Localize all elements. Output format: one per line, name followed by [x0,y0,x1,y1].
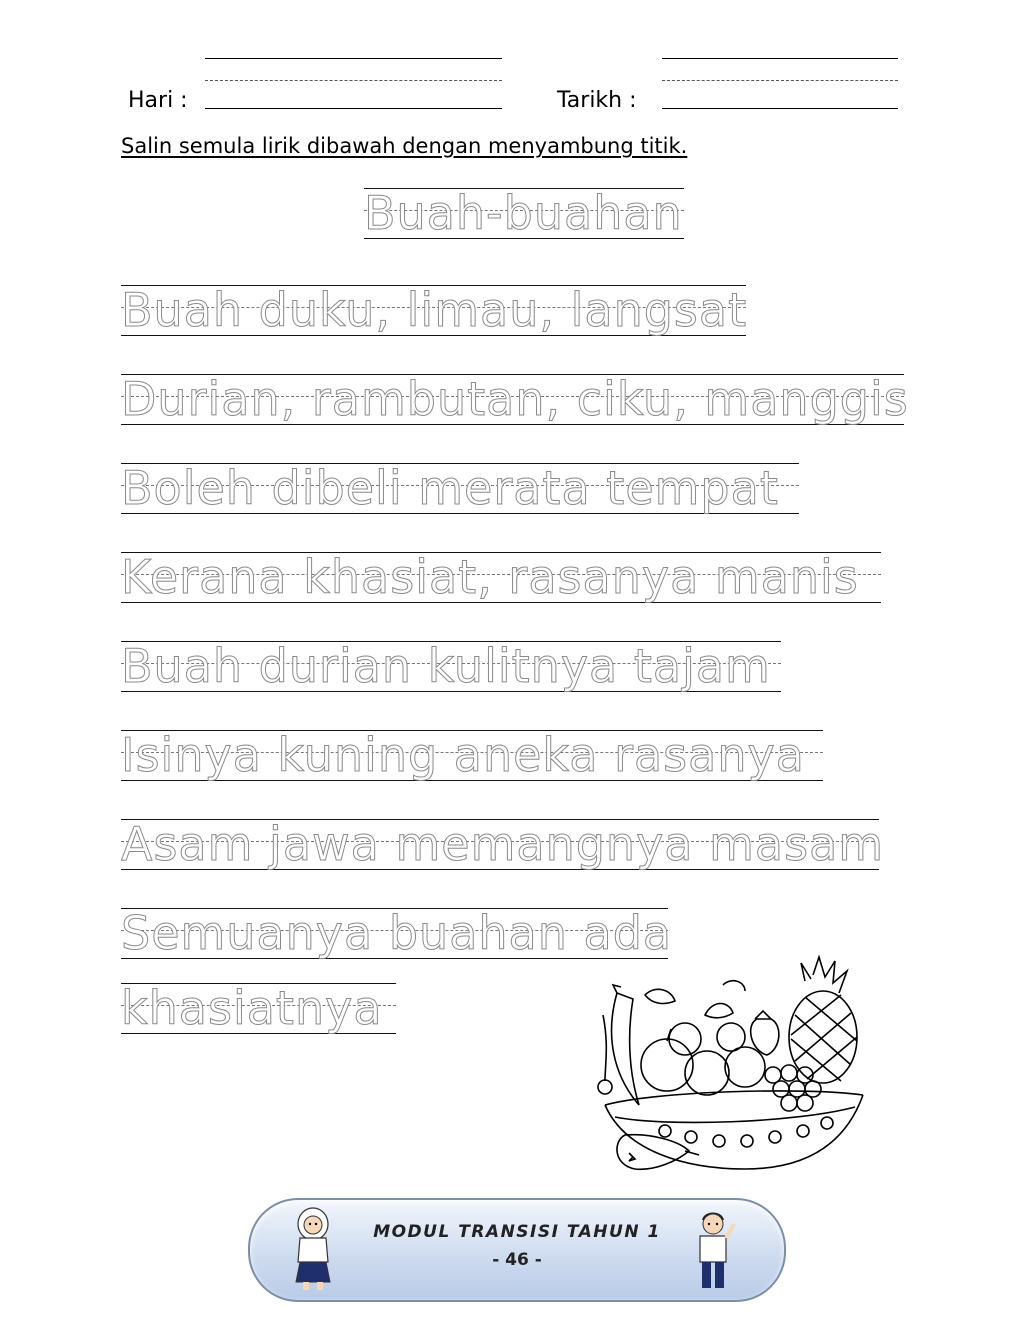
apple-icon [641,1023,765,1095]
page-number: - 46 - [492,1250,542,1270]
bowl-icon [605,1091,863,1169]
lyric-text-2: Durian, rambutan, ciku, manggis [121,372,909,426]
strawberry-icon [751,1011,779,1055]
cherries-icon [598,1015,612,1094]
lyric-line-5[interactable] [121,641,781,693]
lyric-line-1[interactable] [121,285,746,337]
tarikh-label: Tarikh : [557,88,637,113]
lyric-text-3: Boleh dibeli merata tempat [121,461,779,515]
tarikh-input-line[interactable] [662,108,898,109]
lyric-text-6: Isinya kuning aneka rasanya [121,728,805,782]
grapes-icon [765,1065,821,1111]
hari-label: Hari : [128,88,188,113]
lyric-text-9: khasiatnya [121,981,383,1035]
lyric-line-4[interactable] [121,552,881,604]
lyric-text-8: Semuanya buahan ada [121,906,673,960]
banana-icon [612,985,639,1105]
hari-input-line[interactable] [205,108,502,109]
lyric-line-8[interactable] [121,906,673,960]
hari-line-top [205,58,502,59]
lyric-line-7[interactable] [121,817,885,871]
hari-line-mid [205,80,502,81]
lyric-line-3[interactable] [121,463,799,515]
pear-icon [617,1135,699,1170]
lyric-line-9[interactable] [121,983,396,1035]
lyric-line-2[interactable] [121,372,909,426]
boy-student-icon [690,1206,736,1294]
lyric-text-1: Buah duku, limau, langsat [121,283,748,337]
tarikh-line-mid [662,80,898,81]
lyric-text-4: Kerana khasiat, rasanya manis [121,550,859,604]
footer-title: MODUL TRANSISI TAHUN 1 [373,1222,661,1242]
leaves-icon [645,981,745,1018]
lyric-text-7: Asam jawa memangnya masam [121,817,885,871]
pineapple-icon [789,957,857,1083]
footer-banner [248,1198,786,1302]
instruction: Salin semula lirik dibawah dengan menyambung titik. [121,134,688,158]
tarikh-line-top [662,58,898,59]
title-trace-line[interactable] [364,188,684,240]
song-title: Buah-buahan [364,186,683,240]
lyric-line-6[interactable] [121,730,823,782]
fruit-basket-illustration [595,955,870,1180]
lyric-text-5: Buah durian kulitnya tajam [121,639,771,693]
